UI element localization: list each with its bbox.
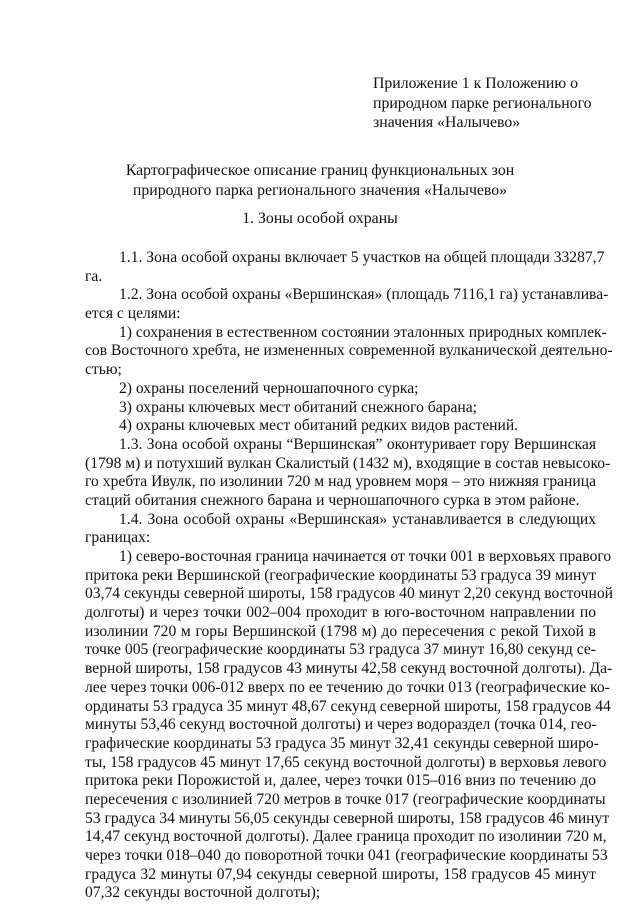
body-line: 3) охраны ключевых мест обитаний снежного барана;	[119, 398, 477, 416]
appendix-line: природном парке регионального	[373, 94, 592, 112]
body-line: 1.2. Зона особой охраны «Вершинская» (площадь 7116,1 га) устанавлива-	[119, 286, 609, 304]
document-title	[0, 161, 640, 201]
body-line: лее через точки 006-012 вверх по ее течению до точки 013 (географические ко-	[85, 678, 610, 696]
body-line: (1798 м) и потухший вулкан Скалистый (1432 м), входящие в состав невысоко-	[85, 454, 611, 472]
body-line: 1.4. Зона особой охраны «Вершинская» устанавливается в следующих	[119, 510, 596, 528]
body-line: 53 градуса 34 минуты 56,05 секунды северной широты, 158 градусов 46 минут	[85, 809, 610, 827]
body-line: притока реки Порожистой и, далее, через точки 015–016 вниз по течению до	[85, 772, 596, 790]
body-line: градуса 32 минуты 07,94 секунды северной широты, 158 градусов 45 минут	[85, 865, 596, 883]
body-line: долготы) и через точки 002–004 проходит в юго-восточном направлении по	[85, 604, 596, 622]
title-line: Картографическое описание границ функциональных зон	[125, 162, 515, 179]
body-line: 1.3. Зона особой охраны “Вершинская” оконтуривает гору Вершинская	[119, 435, 596, 453]
body-line: границах:	[85, 529, 151, 547]
appendix-note	[373, 74, 623, 133]
title-line: природного парка регионального значения «Налычево»	[132, 182, 508, 199]
body-line: ты, 158 градусов 45 минут 17,65 секунд восточной долготы) в верховья левого	[85, 753, 607, 771]
section-heading: 1. Зоны особой охраны	[242, 210, 398, 227]
body-line: сов Восточного хребта, не измененных современной вулканической деятельно-	[85, 342, 613, 360]
body-line: 4) охраны ключевых мест обитаний редких видов растений.	[119, 417, 519, 435]
body-line: стаций обитания снежного барана и черношапочного сурка в этом районе.	[85, 491, 580, 509]
body-line: га.	[85, 267, 103, 285]
body-line: 1.1. Зона особой охраны включает 5 участков на общей площади 33287,7	[119, 249, 605, 266]
body-line: ординаты 53 градуса 35 минут 48,67 секунд северной широты, 158 градусов 44	[85, 697, 611, 715]
body-line: графические координаты 53 градуса 35 минут 32,41 секунды северной широ-	[85, 734, 599, 752]
body-line: 03,74 секунды северной широты, 158 градусов 40 минут 2,20 секунд восточной	[85, 585, 613, 603]
body-line: го хребта Ивулк, по изолинии 720 м над уровнем моря – это нижняя граница	[85, 473, 596, 491]
body-line: ется с целями:	[85, 305, 181, 323]
body-line: 07,32 секунды восточной долготы);	[85, 884, 321, 902]
appendix-line: Приложение 1 к Положению о	[373, 75, 578, 92]
body-line: через точки 018–040 до поворотной точки 041 (географические координаты 53	[85, 847, 608, 864]
body-line: стью;	[85, 361, 122, 379]
body-line: 14,47 секунд восточной долготы). Далее граница проходит по изолинии 720 м,	[85, 828, 607, 846]
body-line: 1) северо-восточная граница начинается от точки 001 в верховьях правого	[119, 548, 612, 565]
body-line: точке 005 (географические координаты 53 градуса 37 минут 16,80 секунд се-	[85, 641, 596, 659]
body-line: 1) сохранения в естественном состоянии эталонных природных комплек-	[119, 323, 607, 341]
body-line: верной широты, 158 градусов 43 минуты 42,58 секунд восточной долготы). Да-	[85, 660, 613, 678]
body-line: минуты 53,46 секунд восточной долготы) и через водораздел (точка 014, гео-	[85, 716, 597, 734]
body-line: пересечения с изолинией 720 метров в точке 017 (географические координаты	[85, 790, 606, 808]
body-line: 2) охраны поселений черношапочного сурка;	[119, 379, 419, 397]
appendix-line: значения «Налычево»	[373, 114, 521, 131]
body-line: изолинии 720 м горы Вершинской (1798 м) до пересечения с рекой Тихой в	[85, 622, 596, 640]
document-body	[85, 249, 613, 903]
body-line: притока реки Вершинской (географические координаты 53 градуса 39 минут	[85, 566, 596, 584]
